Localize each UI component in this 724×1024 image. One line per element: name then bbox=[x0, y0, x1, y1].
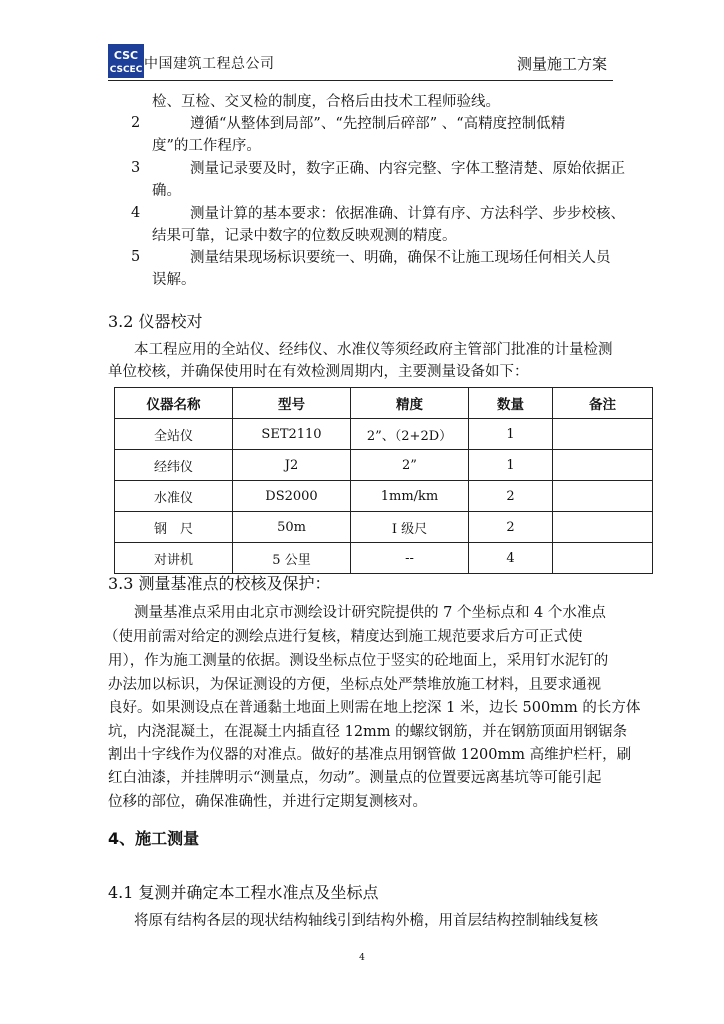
table-cell: 2 bbox=[469, 512, 553, 543]
paragraph-line: 将原有结构各层的现状结构轴线引到结构外檐，用首层结构控制轴线复核 bbox=[134, 913, 598, 929]
table-cell: 经纬仪 bbox=[115, 450, 233, 481]
paragraph-line: 用），作为施工测量的依据。测设坐标点位于竖实的砼地面上，采用钉水泥钉的 bbox=[108, 653, 609, 669]
table-cell: 全站仪 bbox=[115, 419, 233, 450]
table-header-row bbox=[115, 388, 653, 419]
table-row bbox=[115, 512, 653, 543]
svg-text:CSCEC: CSCEC bbox=[109, 65, 143, 75]
list-item-text: 误解。 bbox=[152, 272, 196, 288]
table-cell: 5 公里 bbox=[233, 543, 351, 574]
table-cell: 2”、（2+2D） bbox=[351, 419, 469, 450]
list-item-text: 测量记录要及时，数字正确、内容完整、字体工整清楚、原始依据正 bbox=[190, 161, 625, 177]
table-cell: 2 bbox=[469, 481, 553, 512]
table-cell: Ⅰ 级尺 bbox=[351, 512, 469, 543]
table-cell bbox=[553, 419, 653, 450]
table-cell: 对讲机 bbox=[115, 543, 233, 574]
table-cell bbox=[553, 543, 653, 574]
paragraph-line: 单位校核，并确保使用时在有效检测周期内，主要测量设备如下： bbox=[108, 364, 529, 380]
table-cell bbox=[553, 481, 653, 512]
column-header: 精度 bbox=[351, 388, 469, 419]
paragraph-line: 红白油漆，并挂牌明示“测量点，勿动”。测量点的位置要远离基坑等可能引起 bbox=[108, 770, 602, 786]
company-name: 中国建筑工程总公司 bbox=[144, 56, 275, 72]
section-heading-3-3: 3.3 测量基准点的校核及保护： bbox=[108, 574, 331, 593]
paragraph-line: 办法加以标识，为保证测设的方便，坐标点处严禁堆放施工材料，且要求通视 bbox=[108, 677, 601, 693]
paragraph-line: 坑，内浇混凝土，在混凝土内插直径 12mm 的螺纹钢筋，并在钢筋顶面用钢锯条 bbox=[108, 724, 628, 740]
table-cell: 1 bbox=[469, 419, 553, 450]
list-item-text: 测量结果现场标识要统一、明确，确保不让施工现场任何相关人员 bbox=[190, 250, 611, 266]
table-cell: 2” bbox=[351, 450, 469, 481]
table-cell: 水准仪 bbox=[115, 481, 233, 512]
table-cell: 50m bbox=[233, 512, 351, 543]
paragraph-line: 本工程应用的全站仪、经纬仪、水准仪等须经政府主管部门批准的计量检测 bbox=[134, 342, 613, 358]
table-cell bbox=[553, 450, 653, 481]
table-row bbox=[115, 450, 653, 481]
table-cell bbox=[553, 512, 653, 543]
section-heading-3-2: 3.2 仪器校对 bbox=[108, 312, 203, 331]
table-row bbox=[115, 419, 653, 450]
table-cell: 1mm/km bbox=[351, 481, 469, 512]
page-header bbox=[108, 44, 613, 81]
column-header: 备注 bbox=[553, 388, 653, 419]
list-item-text: 结果可靠，记录中数字的位数反映观测的精度。 bbox=[152, 228, 457, 244]
table-cell: 钢 尺 bbox=[115, 512, 233, 543]
document-title: 测量施工方案 bbox=[516, 55, 607, 73]
list-item-text: 度”的工作程序。 bbox=[152, 138, 261, 154]
paragraph-line: 良好。如果测设点在普通黏土地面上则需在地上挖深 1 米，边长 500mm 的长方体 bbox=[108, 700, 641, 716]
paragraph-line: （使用前需对给定的测绘点进行复核，精度达到施工规范要求后方可正式使 bbox=[104, 629, 583, 645]
equipment-table bbox=[114, 387, 653, 574]
paragraph-line: 位移的部位，确保准确性，并进行定期复测核对。 bbox=[108, 794, 427, 810]
section-heading-4-1: 4.1 复测并确定本工程水准点及坐标点 bbox=[108, 883, 379, 902]
list-item-text: 遵循“从整体到局部”、“先控制后碎部” 、“高精度控制低精 bbox=[190, 116, 566, 132]
table-cell: 1 bbox=[469, 450, 553, 481]
table-cell: SET2110 bbox=[233, 419, 351, 450]
table-row bbox=[115, 481, 653, 512]
page-number: 4 bbox=[359, 953, 365, 963]
column-header: 仪器名称 bbox=[115, 388, 233, 419]
list-item-number: 3 bbox=[131, 160, 141, 176]
list-item-number: 5 bbox=[131, 249, 141, 265]
cscec-logo-icon bbox=[108, 44, 144, 78]
paragraph-line: 测量基准点采用由北京市测绘设计研究院提供的 7 个坐标点和 4 个水准点 bbox=[134, 605, 606, 621]
table-cell: J2 bbox=[233, 450, 351, 481]
svg-text:CSC: CSC bbox=[113, 49, 139, 62]
table-row bbox=[115, 543, 653, 574]
list-item-number: 4 bbox=[131, 205, 141, 221]
list-item-1-continuation: 检、互检、交叉检的制度，合格后由技术工程师验线。 bbox=[152, 94, 500, 110]
list-item-text: 测量计算的基本要求：依据准确、计算有序、方法科学、步步校核、 bbox=[190, 206, 625, 222]
table-cell: 4 bbox=[469, 543, 553, 574]
list-item-number: 2 bbox=[131, 115, 141, 131]
table-cell: DS2000 bbox=[233, 481, 351, 512]
table-cell: -- bbox=[351, 543, 469, 574]
column-header: 型号 bbox=[233, 388, 351, 419]
column-header: 数量 bbox=[469, 388, 553, 419]
section-heading-4: 4、施工测量 bbox=[108, 829, 200, 848]
list-item-text: 确。 bbox=[152, 183, 181, 199]
paragraph-line: 割出十字线作为仪器的对准点。做好的基准点用钢管做 1200mm 高维护栏杆，刷 bbox=[108, 747, 632, 763]
